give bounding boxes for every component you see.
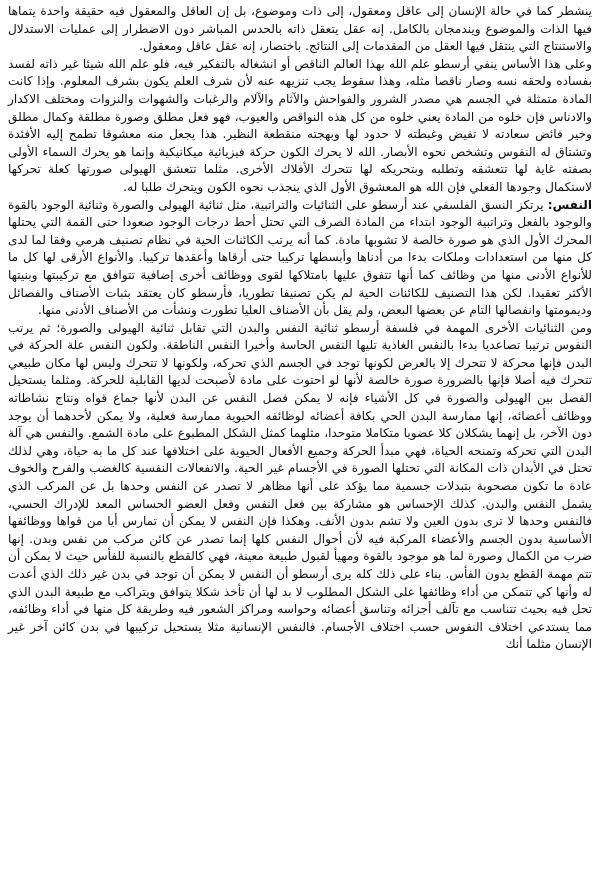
paragraph-text: ينشطر كما في حالة الإنسان إلى عاقل ومعقول، إلى ذات وموضوع، بل إن العاقل والمعقول فيه حقيقة واحدة يتماها فيها الذات والموضوع ويندمجان بالكامل. إنه عقل يتعقل ذاته بالحدس المباشر دون الاضطرار إلى عمليات الاستدلال والاستنتاج التي ينتقل فيها العقل من المقدمات إلى النتائج. باختصار، إنه عقل عاقل ومعقول. bbox=[8, 4, 592, 54]
section-heading-soul: النفس: bbox=[547, 197, 592, 212]
paragraph-soul-body bbox=[8, 320, 592, 654]
paragraph-divine-knowledge bbox=[8, 56, 592, 197]
paragraph-soul-hierarchy bbox=[8, 197, 592, 320]
paragraph-text: ومن الثنائيات الأخرى المهمة في فلسفة أرسطو ثنائية النفس والبدن التي تقابل ثنائية الهيولى والصورة؛ ثم يرتب النفوس ترتيبا تصاعديا بدءا بالنفس الغاذية تليها النفس الحاسة وأخيرا النفس الناطقة. ولكون النفس علة الحركة في البدن فإنها محركة لا تتحرك إلا بالعرض لكونها توجد في الجسم الذي تحركه، ولكونها لا تتحرك وليس لها مكان طبيعي تتحرك فيه أصلا فإنها بالضرورة صورة خالصة لأنها لو احتوت على مادة لأصبحت لديها القابلية للحركة. ومثلما يستحيل الفصل بين الهيولى والصورة في كل الأشياء فإنه لا يمكن فصل النفس عن البدن لأنها جماع قواه ونتاج نشاطاته ووظائف أعضائه، إنها ممارسة البدن الحي بكافة أعضائه لوظائفه الحيوية ممارسة فعلية، ولا يمكن لأحدهما أن يوجد دون الآخر، بل إنهما يشكلان كلا عضويا متكاملا متوحدا، مثلهما كمثل الشكل المطبوع على مادة الشمع. والنفس هي آلة البدن التي تحركه وتمنحه الحياة، فهي مبدأ الحركة وجميع الأفعال الحيوية على اختلافها عند كل ما به حياة، وهي لذلك تحتل في الأبدان ذات المكانة التي تحتلها الصورة في الأجسام غير الحية. والانفعالات النفسية كالغضب والفرح والخوف عادة ما تكون مصحوبة بتبدلات جسمية مما يؤكد على أنها مظاهر لا تصدر عن النفس وحدها بل عن المركب الذي يشمل النفس والبدن. كذلك الإحساس هو مشاركة بين فعل النفس وفعل العضو الحساس المعد للإدراك الحسي، فالنفس وحدها لا ترى بدون العين ولا تشم بدون الأنف. وهكذا فإن النفس لا يمكن أن تمارس أيا من قواها ووظائفها الأساسية بدون الجسم والأعضاء المركبة فيه لأن أحوال النفس كلها إنما تصدر عن كائن مركب من نفس وبدن. إنها ضرب من الكمال وصورة لما هو موجود بالقوة ومهيأ لقبول طبيعة معينة، فهي كالقطع بالنسبة للفأس حيث لا يمكن أن تتم مهمة القطع بدون الفأس. بناء على ذلك كله يرى أرسطو أن النفس لا يمكن أن توجد في بدن غير ذلك الذي أعدت له وأنها كي تتمكن من أداء وظائفها على الشكل المطلوب لا بد لها أن تأخذ شكلا يتوافق ويتراكب مع طبيعة البدن الذي تحل فيه بحيث تتناسب مع تآلف أجزائه وتناسق أعضائه وحواسه ومراكز الشعور فيه وطريقة كل منها في أداء وظائفه، مما يستدعي اختلاف النفوس حسب اختلاف الأجسام. فالنفس الإنسانية مثلا يستحيل تركيبها في بدن كائن آخر غير الإنسان مثلما أنك bbox=[8, 320, 592, 652]
paragraph-intellect-self-knowledge bbox=[8, 3, 592, 56]
paragraph-text: يرتكز النسق الفلسفي عند أرسطو على الثنائيات والتراتبية، مثل ثنائية الهيولى والصورة وثنائية الوجود بالقوة والوجود بالفعل وتراتبية الوجود ابتداء من المادة الصرف التي تحتل أحط درجات الوجود صعودا حتى القمة التي يحتلها المحرك الأول الذي هو صورة خالصة لا تشوبها مادة. كما أنه يرتب الكائنات الحية في نظام تصنيف هرمي وفقا لما لدى كل منها من استعدادات وملكات بدءا من أدناها وأبسطها تركيبا حتى أرقاها وأعقدها تركيبا. والأنواع الأرقى لها كل ما للأنواع الأدنى منها من وظائف كما أنها تتفوق عليها بامتلاكها لقوى ووظائف أخرى إضافية تتوافق مع تركيبتها وبنيتها الأكثر تعقيدا. لكن هذا التصنيف للكائنات الحية لم يكن تصنيفا تطوريا، فأرسطو كان يعتقد بثبات الأصناف والفصائل وديمومتها وانفصالها التام عن بعضها البعض، ولم يقل بأن الأصناف العليا تطورت ونشأت من الأصناف الأدنى منها. bbox=[8, 197, 592, 318]
paragraph-text: وعلى هذا الأساس ينفي أرسطو علم الله بهذا العالم الناقص أو انشغاله بالتفكير فيه، فلو علم الله شيئا غير ذاته لفسد بفساده ولحقه نسه وصار ناقصا مثله، وهذا سقوط يجب تنزيهه عنه لأن شرف العلم يكون بشرف المعلوم. وإذا كانت المادة متمثلة في الجسم هي مصدر الشرور والفواحش والآثام والآلام والرغبات والشهوات والنزوات ومختلف الاكدار والادناس فإن خلوه من المادة يعني خلوه من كل هذه النواقص والعيوب، فهو فعل مطلق وصورة مطلقة وكمال مطلق وخير فائض سعادته لا تفيض وغبطته لا حدود لها وبهجته منقطعة النظير. هذا يجعل منه معشوقا تطمح إليه الأفئدة وتشتاق له النفوس وتشخص نحوه الأبصار. الله لا يحرك الكون حركة فيزيائية ميكانيكية وإنما هو يحرك السماء الأولى بصفته غاية لها تتعشقه وتطلبه وبتحريكه لها تتحرك الأفلاك الأخرى. مثلما تتعشق الهيولى صورتها كعلة تحركها لاستكمال وجودها الفعلي فإن الله هو المعشوق الأول الذي ينجذب نحوه الكون ويتحرك طلبا له. bbox=[8, 56, 592, 194]
